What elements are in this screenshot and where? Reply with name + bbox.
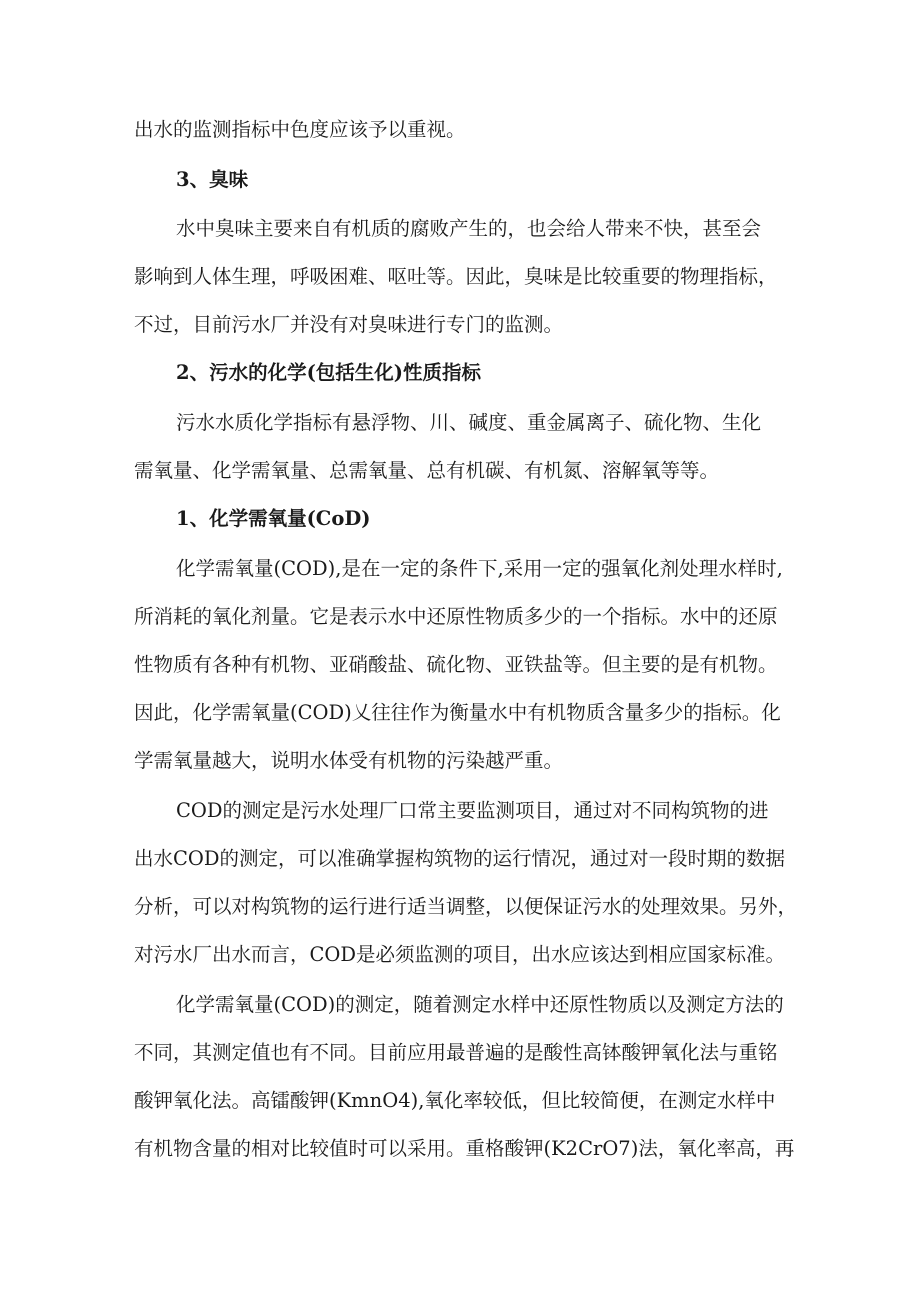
text-line: 化学需氧量(COD),是在一定的条件下,采用一定的强氧化剂处理水样时, <box>176 557 783 580</box>
text-line: 对污水厂出水而言，COD是必须监测的项目，出水应该达到相应国家标准。 <box>134 943 786 966</box>
section-heading: 1、化学需氧量(CoD) <box>176 507 371 530</box>
text-line: 影响到人体生理，呼吸困难、呕吐等。因此，臭味是比较重要的物理指标， <box>134 265 778 288</box>
section-heading: 3、臭味 <box>176 168 249 191</box>
text-line: 有机物含量的相对比较值时可以采用。重格酸钾(K2CrO7)法，氧化率高，再 <box>134 1137 795 1160</box>
text-line: 学需氧量越大，说明水体受有机物的污染越严重。 <box>134 749 564 772</box>
text-line: 污水水质化学指标有悬浮物、川、碱度、重金属离子、硫化物、生化 <box>176 411 762 434</box>
text-line: 不同，其测定值也有不同。目前应用最普遍的是酸性高钵酸钾氧化法与重铭 <box>134 1041 778 1064</box>
text-line: 分析，可以对构筑物的运行进行适当调整，以便保证污水的处理效果。另外， <box>134 895 798 918</box>
text-line: 因此，化学需氧量(COD)乂往往作为衡量水中有机物质含量多少的指标。化 <box>134 701 781 724</box>
text-line: 性物质有各种有机物、亚硝酸盐、硫化物、亚铁盐等。但主要的是有机物。 <box>134 653 778 676</box>
text-line: 酸钾氧化法。高镭酸钾(KmnO4),氧化率较低，但比较简便，在测定水样中 <box>134 1089 776 1112</box>
text-line: 出水COD的测定，可以准确掌握构筑物的运行情况，通过对一段时期的数据 <box>134 847 786 870</box>
text-line: 水中臭味主要来自有机质的腐败产生的，也会给人带来不快，甚至会 <box>176 217 762 240</box>
text-line: 化学需氧量(COD)的测定，随着测定水样中还原性物质以及测定方法的 <box>176 993 784 1016</box>
text-line: 需氧量、化学需氧量、总需氧量、总有机碳、有机氮、溶解氧等等。 <box>134 459 720 482</box>
text-line: 不过，目前污水厂并没有对臭味进行专门的监测。 <box>134 313 564 336</box>
text-line: 出水的监测指标中色度应该予以重视。 <box>134 118 466 141</box>
text-line: 所消耗的氧化剂量。它是表示水中还原性物质多少的一个指标。水中的还原 <box>134 605 778 628</box>
section-heading: 2、污水的化学(包括生化)性质指标 <box>176 361 482 384</box>
text-line: COD的测定是污水处理厂口常主要监测项目，通过对不同构筑物的进 <box>176 799 769 822</box>
